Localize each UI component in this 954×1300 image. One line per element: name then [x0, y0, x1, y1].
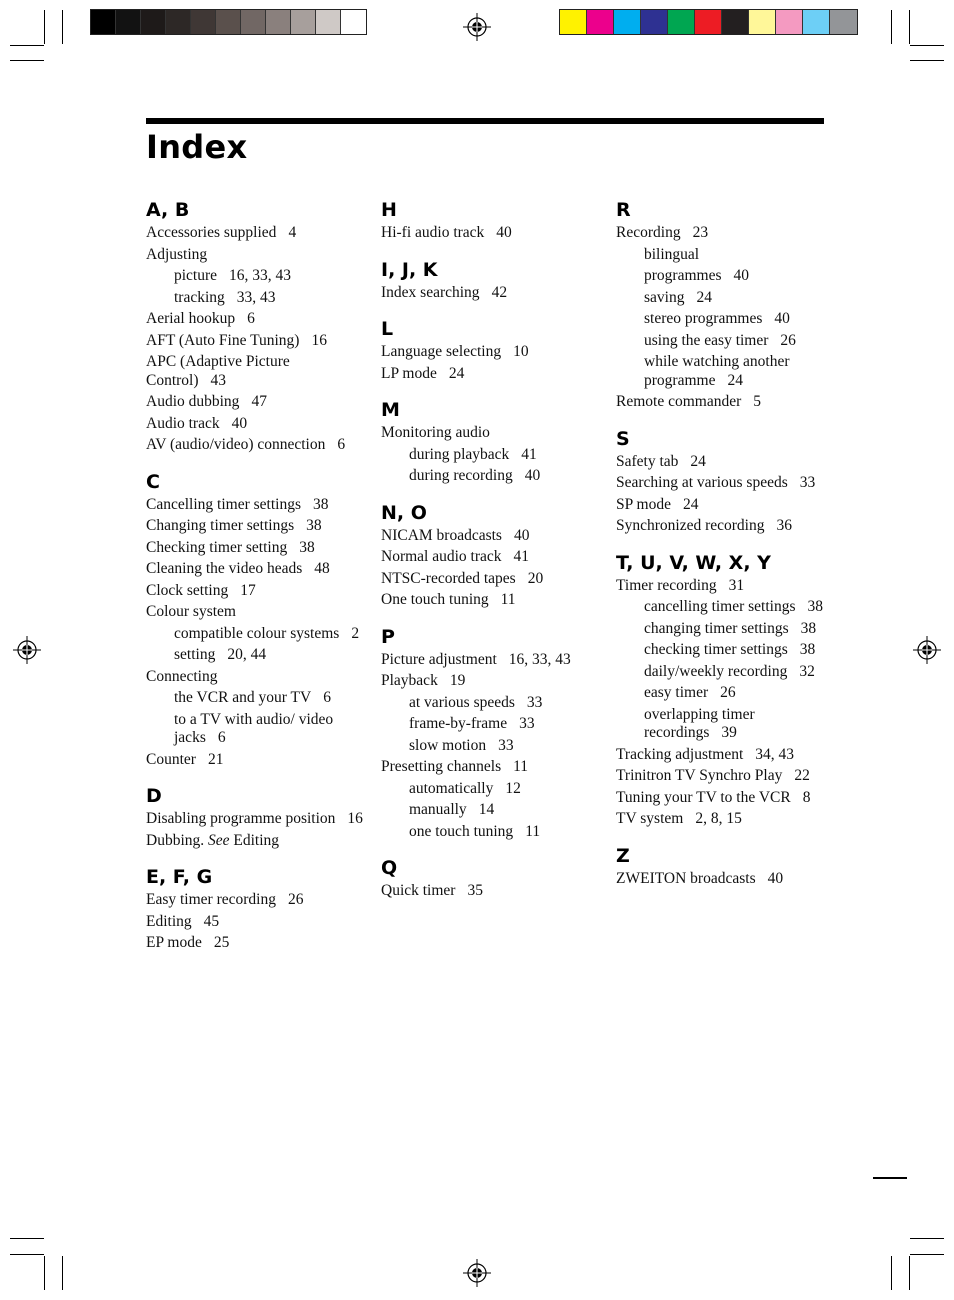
- crop-mark: [62, 10, 63, 44]
- index-section: [616, 196, 840, 412]
- index-subentry: [616, 310, 840, 329]
- index-subentry: [616, 332, 840, 351]
- index-section: [381, 256, 605, 303]
- section-letter: N, O: [381, 501, 427, 524]
- index-subentry: [146, 711, 370, 748]
- index-subentry: [616, 684, 840, 703]
- entry-term: bilingual: [644, 245, 700, 263]
- entry-term: Searching at various speeds: [616, 474, 788, 491]
- entry-term: stereo programmes: [644, 310, 763, 327]
- index-entry: [146, 246, 370, 265]
- index-entry: [146, 582, 370, 601]
- crop-mark: [909, 1256, 910, 1290]
- page-numbers: 38: [306, 517, 322, 534]
- entry-term: Clock setting: [146, 581, 229, 599]
- index-entry: [381, 882, 605, 901]
- entry-term: Disabling programme position: [146, 810, 336, 827]
- entry-term: Safety tab: [616, 452, 679, 470]
- section-letter: E, F, G: [146, 866, 213, 888]
- page-numbers: 2, 8, 15: [695, 810, 742, 827]
- entry-term: easy timer: [644, 684, 709, 701]
- index-entry: [616, 767, 840, 786]
- crop-mark: [44, 10, 45, 44]
- entry-term: Colour system: [146, 603, 236, 620]
- entry-term: AV (audio/video) connection: [146, 436, 326, 453]
- page-numbers: 42: [491, 283, 508, 301]
- index-entry: [146, 436, 370, 455]
- section-letter: P: [381, 625, 395, 648]
- page-numbers: 40: [231, 414, 248, 432]
- section-letter: D: [146, 785, 162, 807]
- index-subentry: [616, 289, 840, 308]
- entry-term: Quick timer: [381, 882, 456, 899]
- section-letter: S: [616, 427, 630, 450]
- entry-term: One touch tuning: [381, 591, 489, 608]
- index-section: [381, 499, 605, 610]
- color-swatch: [91, 10, 116, 34]
- page-numbers: 25: [213, 934, 230, 951]
- index-entry: [146, 751, 370, 770]
- index-entry: [381, 591, 605, 610]
- color-swatch: [695, 10, 722, 34]
- page-numbers: 12: [505, 779, 521, 797]
- index-subentry: [616, 246, 840, 265]
- entry-term: Playback: [381, 672, 438, 689]
- page-numbers: 17: [240, 581, 256, 599]
- page-numbers: 16: [311, 331, 327, 349]
- entry-term: Index searching: [381, 283, 480, 301]
- page-numbers: 24: [448, 364, 465, 382]
- page-numbers: 39: [721, 724, 737, 741]
- crop-mark: [10, 1254, 44, 1255]
- section-letter: Q: [381, 857, 398, 879]
- page-numbers: 32: [799, 662, 815, 680]
- page-numbers: 34, 43: [755, 745, 795, 763]
- entry-term: changing timer settings: [644, 619, 789, 637]
- crop-mark: [910, 60, 944, 61]
- entry-term: the VCR and your TV: [174, 689, 312, 706]
- crop-mark: [891, 10, 892, 44]
- entry-term: daily/weekly recording: [644, 662, 788, 680]
- index-subentry: [381, 737, 605, 756]
- entry-term: Recording: [616, 224, 681, 241]
- color-swatch: [614, 10, 641, 34]
- color-swatch: [668, 10, 695, 34]
- entry-term: Audio dubbing: [146, 393, 240, 410]
- index-entry: [146, 603, 370, 622]
- index-entry: [146, 496, 370, 515]
- index-entry: [381, 651, 605, 670]
- entry-term: Dubbing.: [146, 831, 205, 849]
- color-swatch: [341, 10, 366, 34]
- page-numbers: 11: [500, 591, 516, 608]
- page-numbers: 24: [727, 371, 743, 389]
- page-numbers: 47: [251, 393, 267, 410]
- index-entry: [146, 832, 370, 851]
- index-entry: [616, 746, 840, 765]
- page-numbers: 41: [521, 445, 537, 463]
- color-swatch: [241, 10, 266, 34]
- index-entry: [381, 758, 605, 777]
- index-entry: [381, 672, 605, 691]
- page-numbers: 6: [217, 729, 226, 746]
- page-numbers: 4: [288, 224, 297, 241]
- page-numbers: 20: [527, 569, 544, 587]
- entry-term: Checking timer setting: [146, 538, 288, 556]
- page-numbers: 24: [696, 288, 712, 306]
- page-numbers: 20, 44: [227, 646, 267, 663]
- index-entry: [616, 577, 840, 596]
- index-subentry: [381, 694, 605, 713]
- page-numbers: 6: [337, 436, 346, 453]
- page-title: Index: [146, 128, 248, 166]
- index-entry: [616, 224, 840, 243]
- page-numbers: 38: [299, 538, 315, 556]
- crop-mark: [62, 1256, 63, 1290]
- page-numbers: 40: [767, 869, 784, 887]
- color-swatch: [587, 10, 614, 34]
- entry-term: frame-by-frame: [409, 715, 508, 732]
- index-subentry: [616, 663, 840, 682]
- index-subentry: [616, 620, 840, 639]
- crop-mark: [910, 1238, 944, 1239]
- index-subentry: [146, 689, 370, 708]
- index-section: [146, 468, 370, 770]
- entry-term: Adjusting: [146, 245, 208, 263]
- page-numbers: 11: [525, 822, 541, 840]
- page-numbers: 33, 43: [236, 288, 276, 306]
- entry-term: Language selecting: [381, 343, 502, 360]
- page-numbers: 38: [800, 619, 817, 637]
- registration-mark-icon: [912, 635, 942, 665]
- index-column-2: [381, 196, 605, 914]
- crop-mark: [10, 60, 44, 61]
- index-subentry: [616, 267, 840, 286]
- index-subentry: [146, 625, 370, 644]
- page-numbers: 41: [513, 548, 530, 565]
- entry-term: Tracking adjustment: [616, 745, 744, 763]
- entry-term: EP mode: [146, 934, 202, 951]
- index-subentry: [146, 646, 370, 665]
- index-subentry: [381, 467, 605, 486]
- page-numbers: 33: [799, 474, 816, 491]
- crop-mark: [10, 45, 44, 46]
- page-numbers: 40: [513, 526, 530, 544]
- section-letter: H: [381, 199, 397, 221]
- page-numbers: 26: [720, 684, 736, 701]
- index-section: [381, 854, 605, 901]
- index-entry: [616, 789, 840, 808]
- index-subentry: [381, 780, 605, 799]
- index-entry: [381, 224, 605, 243]
- page-numbers: 40: [496, 224, 512, 241]
- entry-term: Cancelling timer settings: [146, 495, 301, 513]
- page-numbers: 33: [519, 715, 535, 732]
- index-section: [616, 842, 840, 889]
- page-numbers: 19: [449, 672, 466, 689]
- page-numbers: 24: [690, 452, 706, 470]
- title-rule: [146, 118, 824, 124]
- page-numbers: 38: [312, 495, 329, 513]
- section-letter: R: [616, 199, 631, 221]
- page-numbers: 8: [802, 788, 811, 806]
- page-numbers: 16, 33, 43: [229, 267, 292, 284]
- index-section: [616, 425, 840, 536]
- entry-term: Timer recording: [616, 576, 717, 594]
- index-section: [146, 782, 370, 850]
- index-column-1: [146, 196, 370, 966]
- page-numbers: 10: [513, 343, 529, 360]
- page-numbers: 6: [323, 689, 331, 706]
- color-swatch: [266, 10, 291, 34]
- entry-term: Synchronized recording: [616, 517, 765, 534]
- entry-term: Normal audio track: [381, 548, 502, 565]
- page-numbers: 38: [799, 641, 816, 658]
- entry-term: Editing: [146, 912, 192, 930]
- entry-term: checking timer settings: [644, 641, 788, 658]
- color-swatch: [749, 10, 776, 34]
- entry-term: one touch tuning: [409, 822, 514, 840]
- index-subentry: [146, 267, 370, 286]
- index-entry: [381, 343, 605, 362]
- entry-term: Connecting: [146, 667, 218, 685]
- entry-term: Presetting channels: [381, 758, 502, 775]
- entry-term: TV system: [616, 810, 684, 827]
- index-entry: [146, 668, 370, 687]
- crop-mark: [909, 10, 910, 44]
- crop-mark: [910, 45, 944, 46]
- page-numbers: 35: [467, 882, 483, 899]
- page-numbers: 22: [794, 767, 810, 784]
- entry-term: Counter: [146, 750, 196, 768]
- entry-term: Remote commander: [616, 393, 742, 410]
- entry-term: Changing timer settings: [146, 517, 295, 534]
- index-section: [616, 549, 840, 829]
- index-entry: [146, 310, 370, 329]
- index-entry: [146, 913, 370, 932]
- index-subentry: [616, 641, 840, 660]
- index-section: [381, 196, 605, 243]
- entry-term: compatible colour systems: [174, 624, 340, 642]
- see-target: Editing: [233, 831, 280, 849]
- entry-term: Easy timer recording: [146, 891, 276, 908]
- page-numbers: 26: [780, 331, 796, 349]
- index-column-3: [616, 196, 840, 901]
- index-entry: [146, 353, 370, 390]
- page-numbers: 14: [478, 801, 495, 818]
- section-letter: Z: [616, 844, 630, 867]
- page-numbers: 33: [498, 736, 514, 754]
- page-numbers: 48: [314, 560, 330, 577]
- entry-term: ZWEITON broadcasts: [616, 869, 756, 887]
- color-swatch: [141, 10, 166, 34]
- color-swatch: [830, 10, 857, 34]
- color-calibration-bar: [559, 9, 858, 35]
- entry-term: at various speeds: [409, 693, 515, 711]
- entry-term: Tuning your TV to the VCR: [616, 788, 791, 806]
- entry-term: while watching another programme: [644, 353, 790, 389]
- color-swatch: [722, 10, 749, 34]
- index-entry: [146, 934, 370, 953]
- page-numbers: 33: [526, 693, 543, 711]
- index-entry: [381, 365, 605, 384]
- color-swatch: [116, 10, 141, 34]
- index-subentry: [146, 289, 370, 308]
- index-section: [381, 623, 605, 842]
- entry-term: tracking: [174, 288, 225, 306]
- page-numbers: 5: [753, 393, 761, 410]
- entry-term: to a TV with audio/ video jacks: [174, 710, 334, 746]
- index-section: [146, 863, 370, 953]
- page-numbers: 45: [203, 912, 220, 930]
- page-numbers: 11: [513, 758, 529, 775]
- entry-term: saving: [644, 288, 685, 306]
- index-entry: [616, 474, 840, 493]
- index-entry: [146, 393, 370, 412]
- color-swatch: [166, 10, 191, 34]
- index-section: [381, 315, 605, 383]
- index-entry: [616, 453, 840, 472]
- page-numbers: 43: [210, 371, 227, 389]
- page-numbers: 40: [733, 267, 749, 284]
- entry-term: automatically: [409, 779, 494, 797]
- index-section: [381, 396, 605, 486]
- color-swatch: [641, 10, 668, 34]
- page-numbers: 31: [728, 576, 745, 594]
- entry-term: Monitoring audio: [381, 424, 490, 441]
- entry-term: LP mode: [381, 364, 437, 382]
- page-numbers: 16, 33, 43: [508, 650, 571, 668]
- entry-term: Accessories supplied: [146, 224, 277, 241]
- entry-term: during recording: [409, 467, 513, 484]
- entry-term: Audio track: [146, 414, 220, 432]
- index-subentry: [381, 823, 605, 842]
- registration-mark-icon: [12, 635, 42, 665]
- entry-term: slow motion: [409, 736, 487, 754]
- registration-mark-icon: [462, 1258, 492, 1288]
- index-entry: [616, 393, 840, 412]
- page-numbers: 38: [807, 598, 824, 615]
- index-entry: [616, 810, 840, 829]
- crop-mark: [891, 1256, 892, 1290]
- entry-term: Picture adjustment: [381, 650, 497, 668]
- page-numbers: 21: [207, 750, 224, 768]
- entry-term: overlapping timer recordings: [644, 705, 755, 741]
- index-subentry: [381, 446, 605, 465]
- entry-term: setting: [174, 646, 216, 663]
- entry-term: manually: [409, 801, 467, 818]
- section-letter: L: [381, 318, 394, 340]
- section-letter: M: [381, 399, 400, 421]
- color-swatch: [216, 10, 241, 34]
- page-numbers: 16: [347, 810, 363, 827]
- color-swatch: [191, 10, 216, 34]
- folio-rule: [873, 1177, 907, 1179]
- index-entry: [146, 332, 370, 351]
- index-entry: [146, 415, 370, 434]
- index-entry: [146, 810, 370, 829]
- index-entry: [381, 570, 605, 589]
- entry-term: Aerial hookup: [146, 310, 236, 327]
- color-swatch: [291, 10, 316, 34]
- color-swatch: [803, 10, 830, 34]
- color-swatch: [560, 10, 587, 34]
- index-subentry: [381, 801, 605, 820]
- grayscale-calibration-bar: [90, 9, 367, 35]
- index-entry: [146, 224, 370, 243]
- crop-mark: [910, 1254, 944, 1255]
- index-subentry: [616, 598, 840, 617]
- entry-term: APC (Adaptive Picture Control): [146, 353, 290, 389]
- entry-term: cancelling timer settings: [644, 598, 796, 615]
- page-numbers: 40: [774, 310, 790, 327]
- index-section: [146, 196, 370, 455]
- page-numbers: 23: [692, 224, 709, 241]
- index-entry: [381, 424, 605, 443]
- entry-term: Trinitron TV Synchro Play: [616, 767, 783, 784]
- index-entry: [616, 517, 840, 536]
- section-letter: T, U, V, W, X, Y: [616, 551, 771, 574]
- index-entry: [616, 870, 840, 889]
- color-swatch: [776, 10, 803, 34]
- entry-term: NICAM broadcasts: [381, 526, 502, 544]
- entry-term: AFT (Auto Fine Tuning): [146, 331, 300, 349]
- index-entry: [146, 539, 370, 558]
- page-numbers: 6: [247, 310, 255, 327]
- crop-mark: [44, 1256, 45, 1290]
- entry-term: Cleaning the video heads: [146, 560, 303, 577]
- entry-term: NTSC-recorded tapes: [381, 569, 516, 587]
- index-entry: [616, 496, 840, 515]
- crop-mark: [10, 1238, 44, 1239]
- section-letter: I, J, K: [381, 258, 438, 281]
- page-numbers: 36: [776, 517, 792, 534]
- entry-term: Hi-fi audio track: [381, 224, 485, 241]
- index-entry: [381, 284, 605, 303]
- see-reference: See: [208, 831, 230, 849]
- index-subentry: [381, 715, 605, 734]
- section-letter: C: [146, 470, 160, 493]
- index-subentry: [616, 706, 840, 743]
- index-entry: [146, 517, 370, 536]
- entry-term: programmes: [644, 267, 722, 284]
- entry-term: SP mode: [616, 495, 671, 513]
- color-swatch: [316, 10, 341, 34]
- index-entry: [381, 548, 605, 567]
- index-entry: [146, 560, 370, 579]
- page-numbers: 24: [682, 495, 699, 513]
- section-letter: A, B: [146, 199, 190, 221]
- entry-term: picture: [174, 267, 218, 284]
- index-entry: [146, 891, 370, 910]
- entry-term: using the easy timer: [644, 331, 769, 349]
- entry-term: during playback: [409, 445, 510, 463]
- page-numbers: 2: [351, 624, 360, 642]
- registration-mark-icon: [462, 12, 492, 42]
- index-entry: [381, 527, 605, 546]
- index-subentry: [616, 353, 840, 390]
- page-numbers: 40: [524, 467, 541, 484]
- page-numbers: 26: [287, 891, 304, 908]
